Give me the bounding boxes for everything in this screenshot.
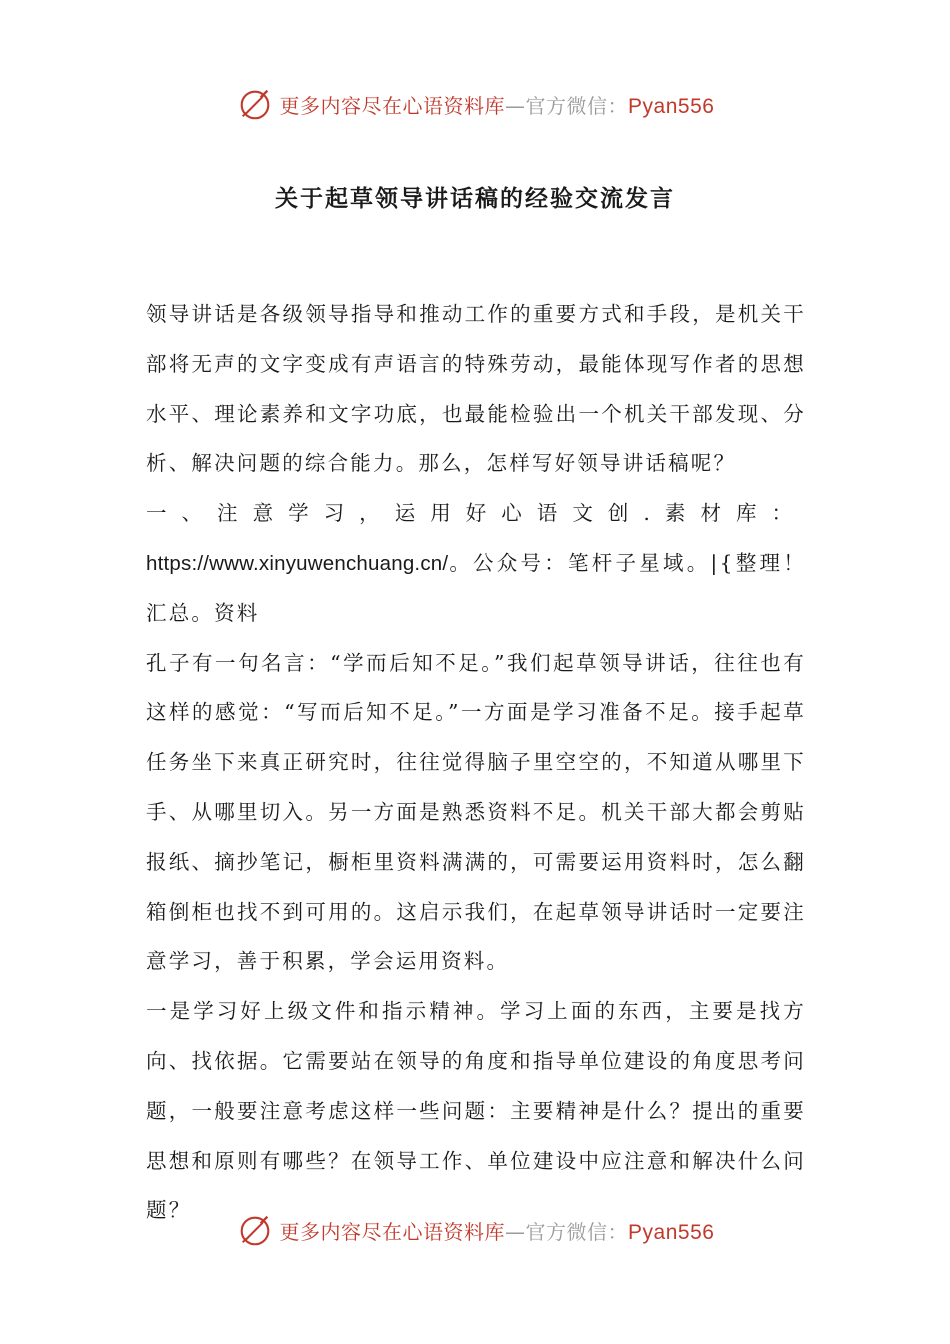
banner-dash: — xyxy=(505,1219,526,1244)
section-heading xyxy=(146,489,806,638)
intro-paragraph: 领导讲话是各级领导指导和推动工作的重要方式和手段，是机关干部将无声的文字变成有声语言的特殊劳动，最能体现写作者的思想水平、理论素养和文字功底，也最能检验出一个机关干部发现、分析、解决问题的综合能力。那么，怎样写好领导讲话稿呢？ xyxy=(146,302,806,476)
banner-wechat-label: 官方微信： xyxy=(525,93,629,118)
footer-banner xyxy=(0,1208,950,1252)
pen-nib-logo-icon xyxy=(236,85,274,123)
banner-main-text: 更多内容尽在心语资料库 xyxy=(279,1219,506,1244)
banner-dash: — xyxy=(505,93,526,118)
banner-wechat-label: 官方微信： xyxy=(525,1219,629,1244)
body-paragraph: 一是学习好上级文件和指示精神。学习上面的东西，主要是找方向、找依据。它需要站在领导的角度和指导单位建设的角度思考问题，一般要注意考虑这样一些问题：主要精神是什么？提出的重要思想和原则有哪些？在领导工作、单位建设中应注意和解决什么问题？ xyxy=(146,999,806,1223)
banner-wechat-id: Pyan556 xyxy=(628,94,715,118)
body-paragraph: 孔子有一句名言：“学而后知不足。”我们起草领导讲话，往往也有这样的感觉：“写而后知不足。”一方面是学习准备不足。接手起草任务坐下来真正研究时，往往觉得脑子里空空的，不知道从哪里下手、从哪里切入。另一方面是熟悉资料不足。机关干部大都会剪贴报纸、摘抄笔记，橱柜里资料满满的，可需要运用资料时，怎么翻箱倒柜也找不到可用的。这启示我们，在起草领导讲话时一定要注意学习，善于积累，学会运用资料。 xyxy=(146,650,806,974)
section-heading-suffix: 。公众号：笔杆子星域。|{整理！汇总。资料 xyxy=(146,550,806,625)
header-banner xyxy=(0,82,950,126)
document-title: 关于起草领导讲话稿的经验交流发言 xyxy=(275,186,675,212)
section-heading-prefix: 一、注意学习，运用好心语文创.素材库： xyxy=(146,501,806,526)
banner-wechat-id: Pyan556 xyxy=(628,1220,715,1244)
section-heading-url[interactable]: https://www.xinyuwenchuang.cn/ xyxy=(146,551,449,575)
pen-nib-logo-icon xyxy=(236,1211,274,1249)
banner-main-text: 更多内容尽在心语资料库 xyxy=(279,93,506,118)
document-body xyxy=(146,290,806,1236)
